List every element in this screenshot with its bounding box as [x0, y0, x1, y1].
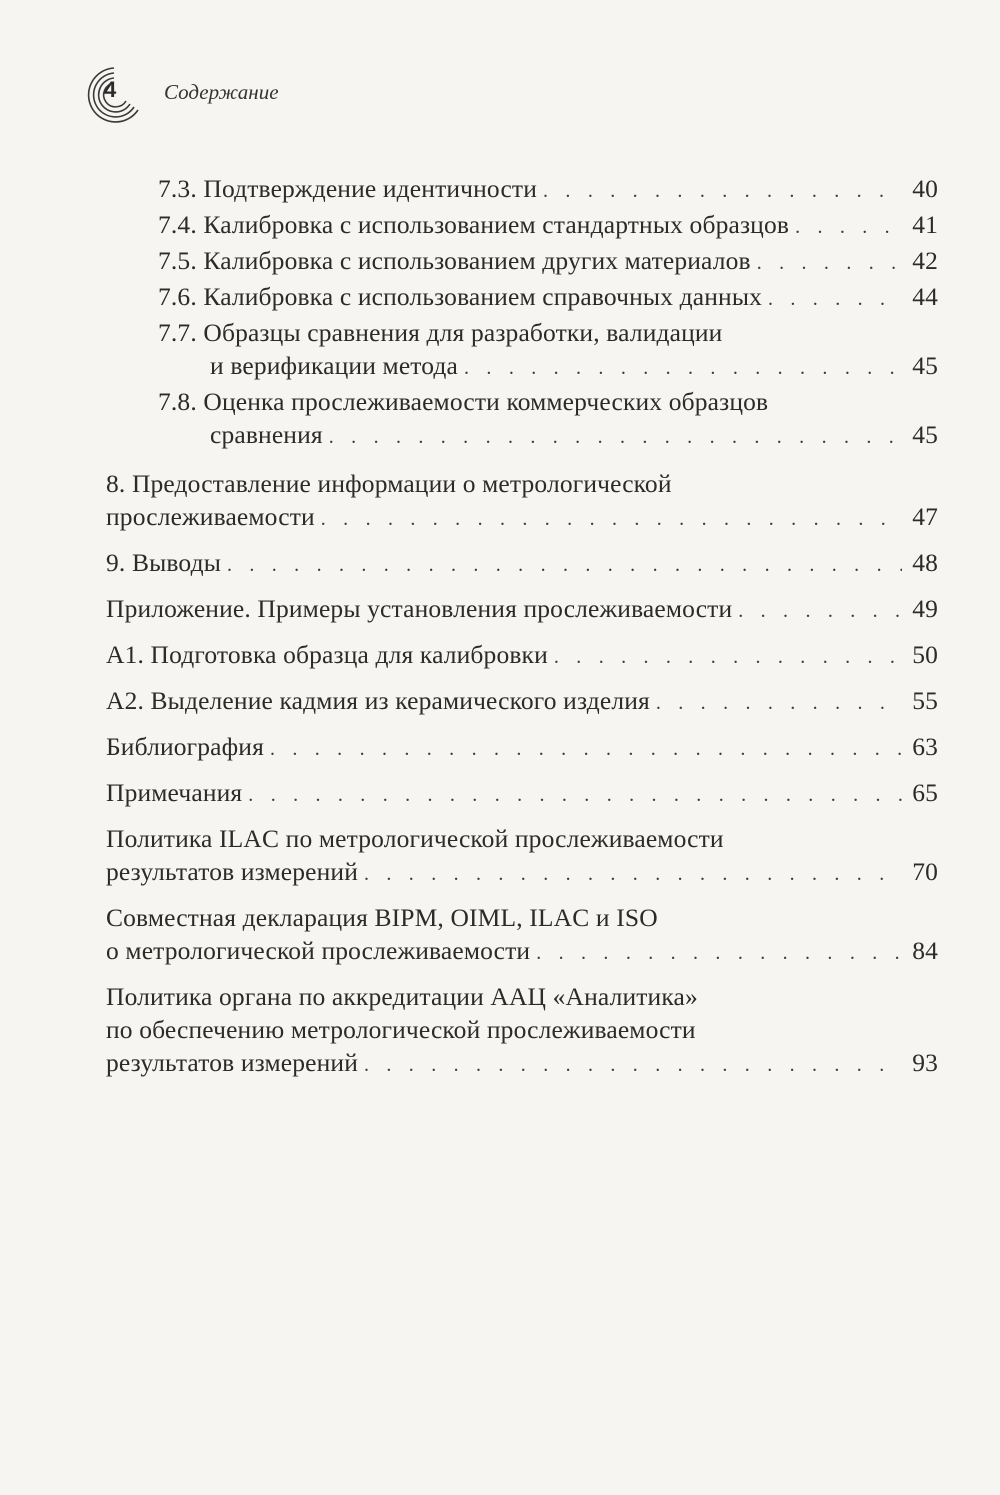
dot-leader [248, 779, 902, 812]
toc-entry[interactable] [106, 638, 938, 674]
toc-entry[interactable] [106, 467, 938, 536]
toc-entry[interactable] [106, 901, 938, 970]
toc-entry-title-continued: сравнения [210, 420, 323, 449]
toc-entry-title: 7.6. Калибровка с использованием справочных данных [158, 282, 762, 311]
toc-entry-title: А2. Выделение кадмия из керамического изделия [106, 686, 650, 715]
toc-page-number: 63 [912, 732, 938, 761]
dot-leader [364, 858, 902, 891]
toc-entry-title: Примечания [106, 778, 243, 807]
toc-page-number: 50 [912, 640, 938, 669]
dot-leader [270, 733, 902, 766]
dot-leader [554, 641, 902, 674]
toc-entry[interactable] [106, 208, 938, 244]
toc-entry[interactable] [106, 592, 938, 628]
toc-entry[interactable] [106, 385, 938, 454]
toc-entry-title-continued: результатов измерений [106, 1048, 358, 1077]
toc-page-number: 55 [912, 686, 938, 715]
section-title: Содержание [164, 80, 279, 104]
toc-entry[interactable] [106, 980, 938, 1082]
dot-leader [536, 937, 902, 970]
toc-page-number: 48 [912, 548, 938, 577]
table-of-contents [106, 172, 938, 1082]
toc-entry-title: Политика органа по аккредитации ААЦ «Аналитика» [106, 982, 698, 1011]
toc-entry-title: 7.8. Оценка прослеживаемости коммерческих образцов [158, 387, 769, 416]
dot-leader [543, 175, 902, 208]
dot-leader [768, 283, 902, 316]
toc-entry[interactable] [106, 280, 938, 316]
toc-entry-title-continued: о метрологической прослеживаемости [106, 936, 531, 965]
toc-page-number: 44 [912, 282, 938, 311]
dot-leader [464, 352, 902, 385]
toc-entry[interactable] [106, 776, 938, 812]
toc-entry[interactable] [106, 546, 938, 582]
toc-page-number: 45 [912, 420, 938, 449]
dot-leader [364, 1049, 902, 1082]
toc-entry-title-continued: по обеспечению метрологической прослеживаемости [106, 1015, 696, 1044]
toc-entry-title-continued: и верификации метода [210, 351, 459, 380]
toc-page-number: 41 [912, 210, 938, 239]
toc-page-number: 49 [912, 594, 938, 623]
dot-leader [795, 211, 902, 244]
toc-entry[interactable] [106, 244, 938, 280]
toc-entry-title-continued: результатов измерений [106, 857, 358, 886]
toc-entry-title: 9. Выводы [106, 548, 221, 577]
dot-leader [329, 421, 902, 454]
toc-entry-title-continued: прослеживаемости [106, 502, 315, 531]
toc-entry-title: 8. Предоставление информации о метрологической [106, 469, 672, 498]
toc-entry[interactable] [106, 822, 938, 891]
toc-entry-title: 7.7. Образцы сравнения для разработки, валидации [158, 318, 723, 347]
toc-page-number: 47 [912, 502, 938, 531]
dot-leader [738, 595, 902, 628]
toc-page-number: 42 [912, 246, 938, 275]
toc-entry[interactable] [106, 316, 938, 385]
toc-entry[interactable] [106, 730, 938, 766]
toc-entry-title: Совместная декларация BIPM, OIML, ILAC и ISO [106, 903, 658, 932]
dot-leader [321, 503, 902, 536]
toc-page-number: 84 [912, 936, 938, 965]
toc-entry-title: 7.4. Калибровка с использованием стандартных образцов [158, 210, 790, 239]
toc-entry[interactable] [106, 684, 938, 720]
toc-page-number: 70 [912, 857, 938, 886]
page-number: 4 [104, 77, 117, 102]
toc-entry-title: Политика ILAC по метрологической прослеживаемости [106, 824, 724, 853]
toc-page-number: 65 [912, 778, 938, 807]
dot-leader [227, 549, 902, 582]
toc-entry-title: 7.5. Калибровка с использованием других материалов [158, 246, 751, 275]
toc-entry-title: Приложение. Примеры установления прослеживаемости [106, 594, 733, 623]
dot-leader [656, 687, 902, 720]
toc-entry[interactable] [106, 172, 938, 208]
dot-leader [757, 247, 902, 280]
toc-page-number: 93 [912, 1048, 938, 1077]
toc-page-number: 40 [912, 174, 938, 203]
toc-page-number: 45 [912, 351, 938, 380]
page-header [72, 62, 472, 128]
toc-entry-title: А1. Подготовка образца для калибровки [106, 640, 548, 669]
toc-entry-title: 7.3. Подтверждение идентичности [158, 174, 538, 203]
toc-entry-title: Библиография [106, 732, 264, 761]
